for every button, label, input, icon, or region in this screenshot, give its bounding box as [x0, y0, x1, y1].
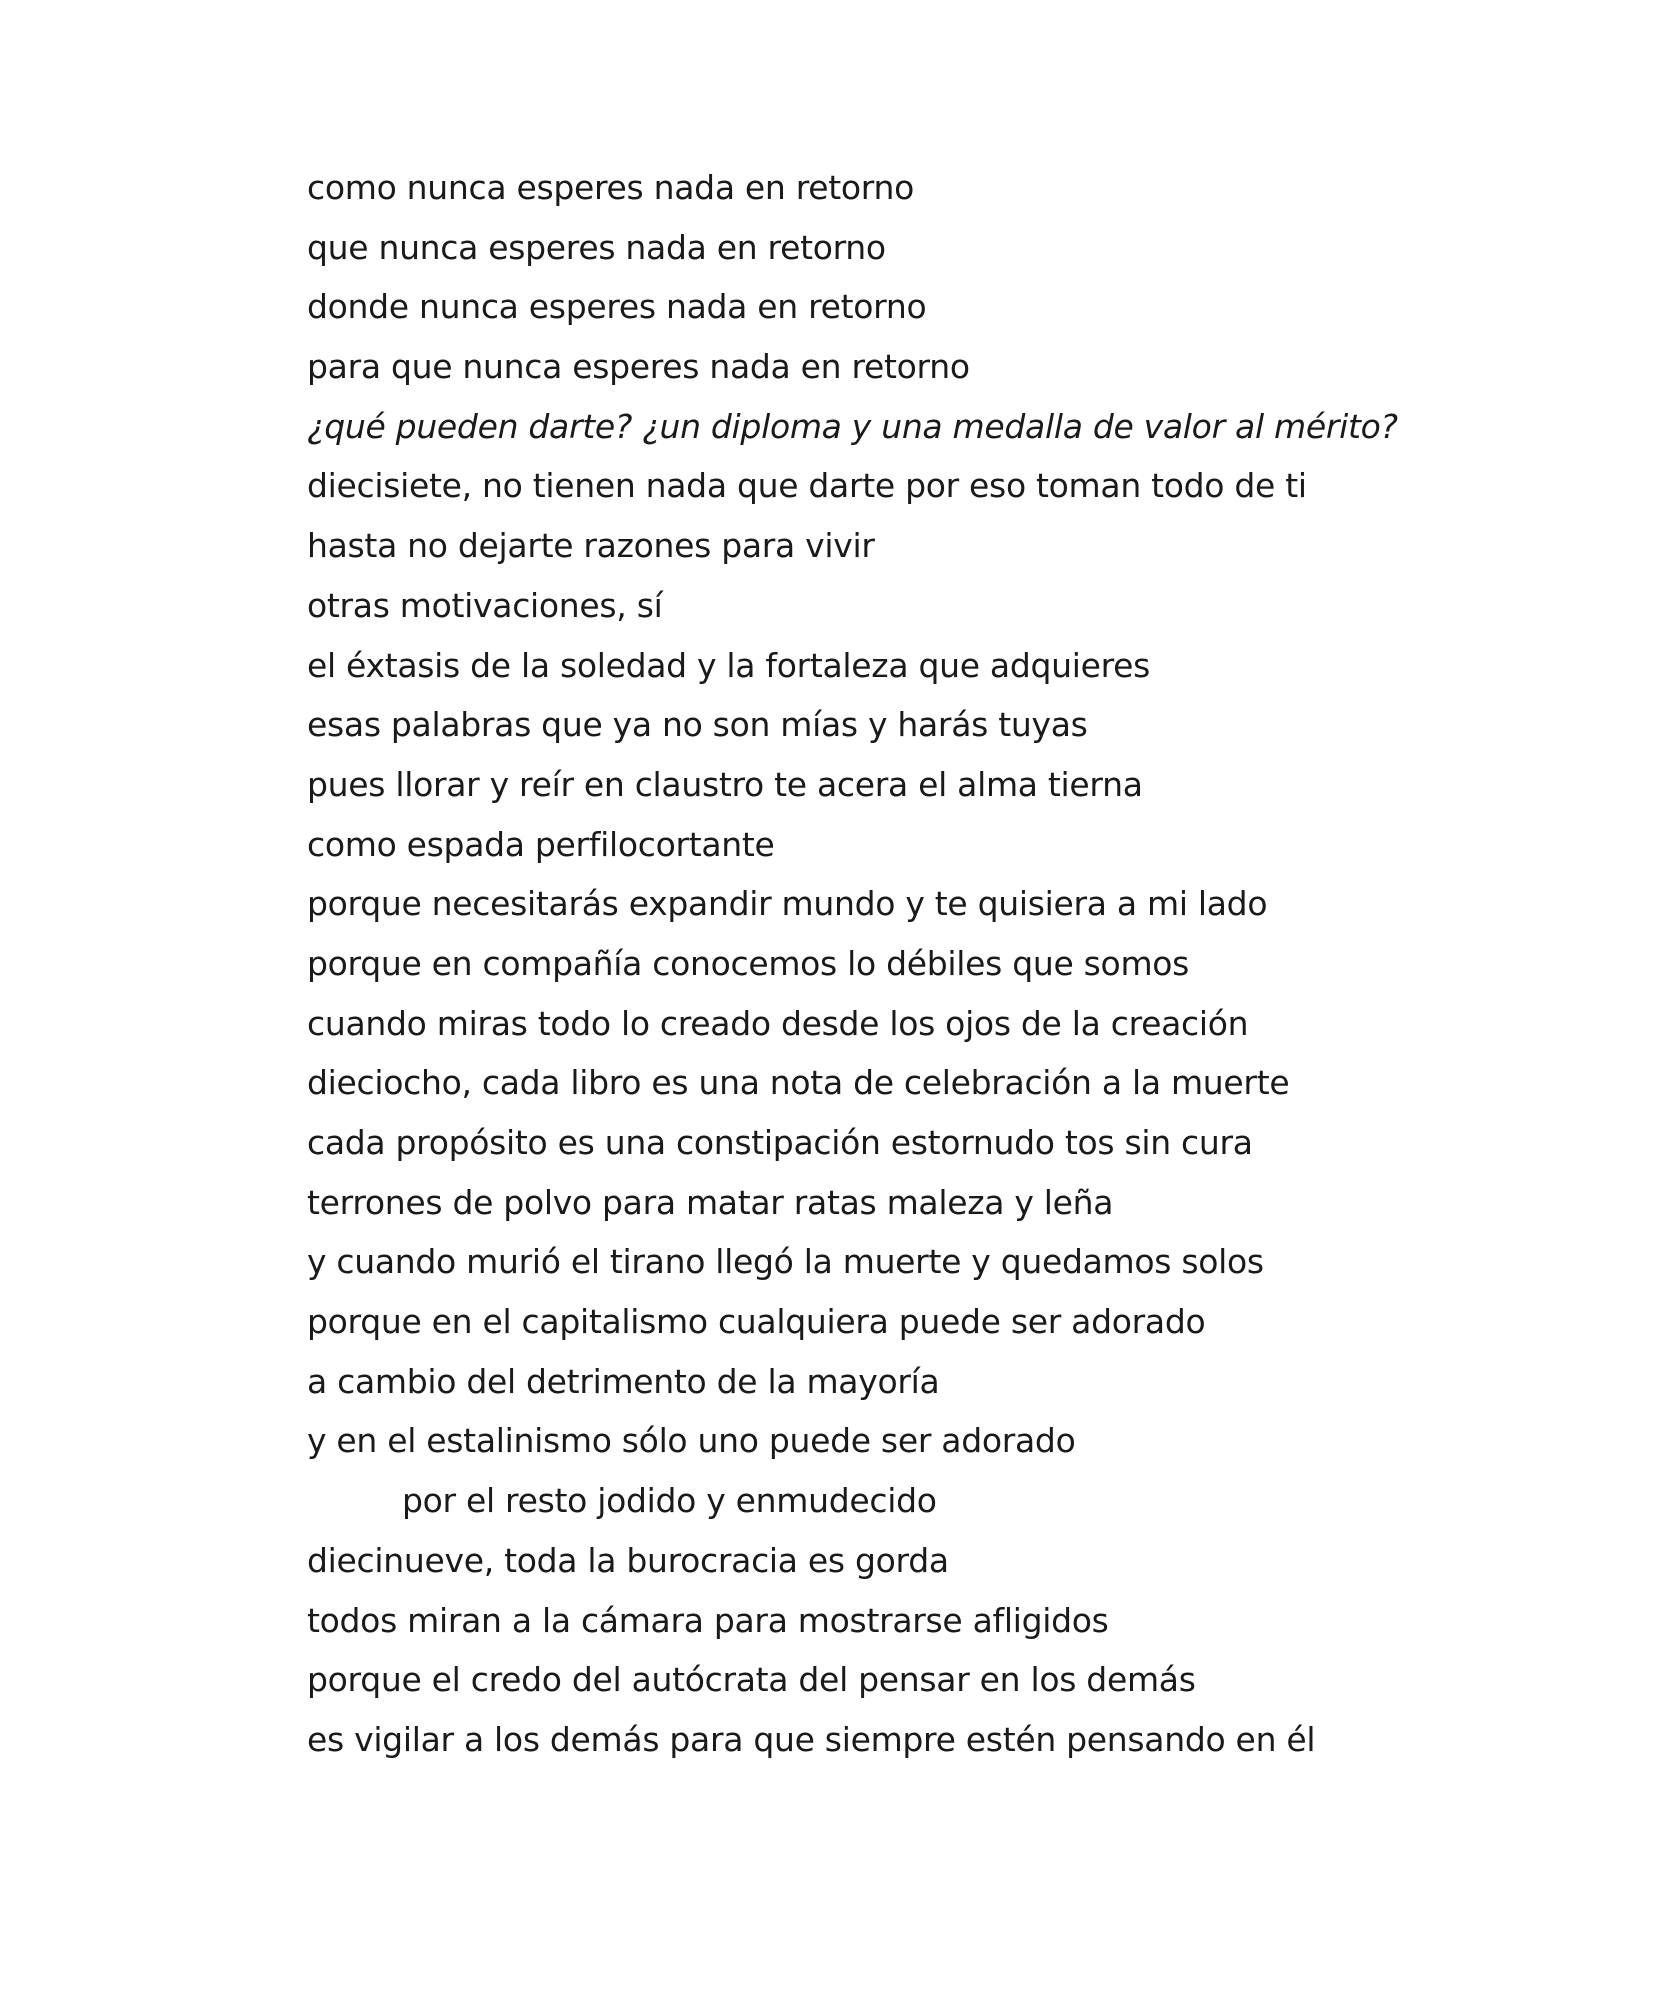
poem-line: que nunca esperes nada en retorno	[307, 227, 886, 267]
poem-line: es vigilar a los demás para que siempre estén pensando en él	[307, 1719, 1316, 1759]
poem-line: otras motivaciones, sí	[307, 585, 663, 625]
poem-line: como nunca esperes nada en retorno	[307, 168, 915, 207]
poem-line: para que nunca esperes nada en retorno	[307, 347, 970, 387]
poem-text-block	[307, 158, 1607, 1770]
poem-line: dieciocho, cada libro es una nota de celebración a la muerte	[307, 1063, 1290, 1103]
poem-line: como espada perfilocortante	[307, 824, 775, 864]
poem-line: pues llorar y reír en claustro te acera el alma tierna	[307, 764, 1143, 804]
poem-line: porque el credo del autócrata del pensar en los demás	[307, 1660, 1196, 1700]
poem-line: diecinueve, toda la burocracia es gorda	[307, 1540, 949, 1580]
poem-line: porque en el capitalismo cualquiera puede ser adorado	[307, 1302, 1206, 1342]
poem-line: diecisiete, no tienen nada que darte por eso toman todo de ti	[307, 466, 1307, 506]
poem-line: el éxtasis de la soledad y la fortaleza que adquieres	[307, 645, 1151, 685]
poem-line: hasta no dejarte razones para vivir	[307, 526, 875, 566]
poem-line: todos miran a la cámara para mostrarse afligidos	[307, 1600, 1109, 1640]
poem-line: donde nunca esperes nada en retorno	[307, 287, 927, 327]
poem-line: a cambio del detrimento de la mayoría	[307, 1361, 940, 1401]
poem-line-indented: por el resto jodido y enmudecido	[402, 1481, 937, 1521]
poem-line: porque necesitarás expandir mundo y te quisiera a mi lado	[307, 884, 1268, 924]
poem-line: esas palabras que ya no son mías y harás tuyas	[307, 705, 1088, 745]
poem-line-italic: ¿qué pueden darte? ¿un diploma y una medalla de valor al mérito?	[307, 406, 1398, 446]
poem-line: y cuando murió el tirano llegó la muerte y quedamos solos	[307, 1242, 1264, 1282]
poem-line: cuando miras todo lo creado desde los ojos de la creación	[307, 1003, 1249, 1043]
poem-line: porque en compañía conocemos lo débiles que somos	[307, 943, 1190, 983]
poem-line: cada propósito es una constipación estornudo tos sin cura	[307, 1123, 1253, 1162]
poem-line: y en el estalinismo sólo uno puede ser adorado	[307, 1421, 1076, 1461]
poem-line: terrones de polvo para matar ratas maleza y leña	[307, 1182, 1114, 1222]
